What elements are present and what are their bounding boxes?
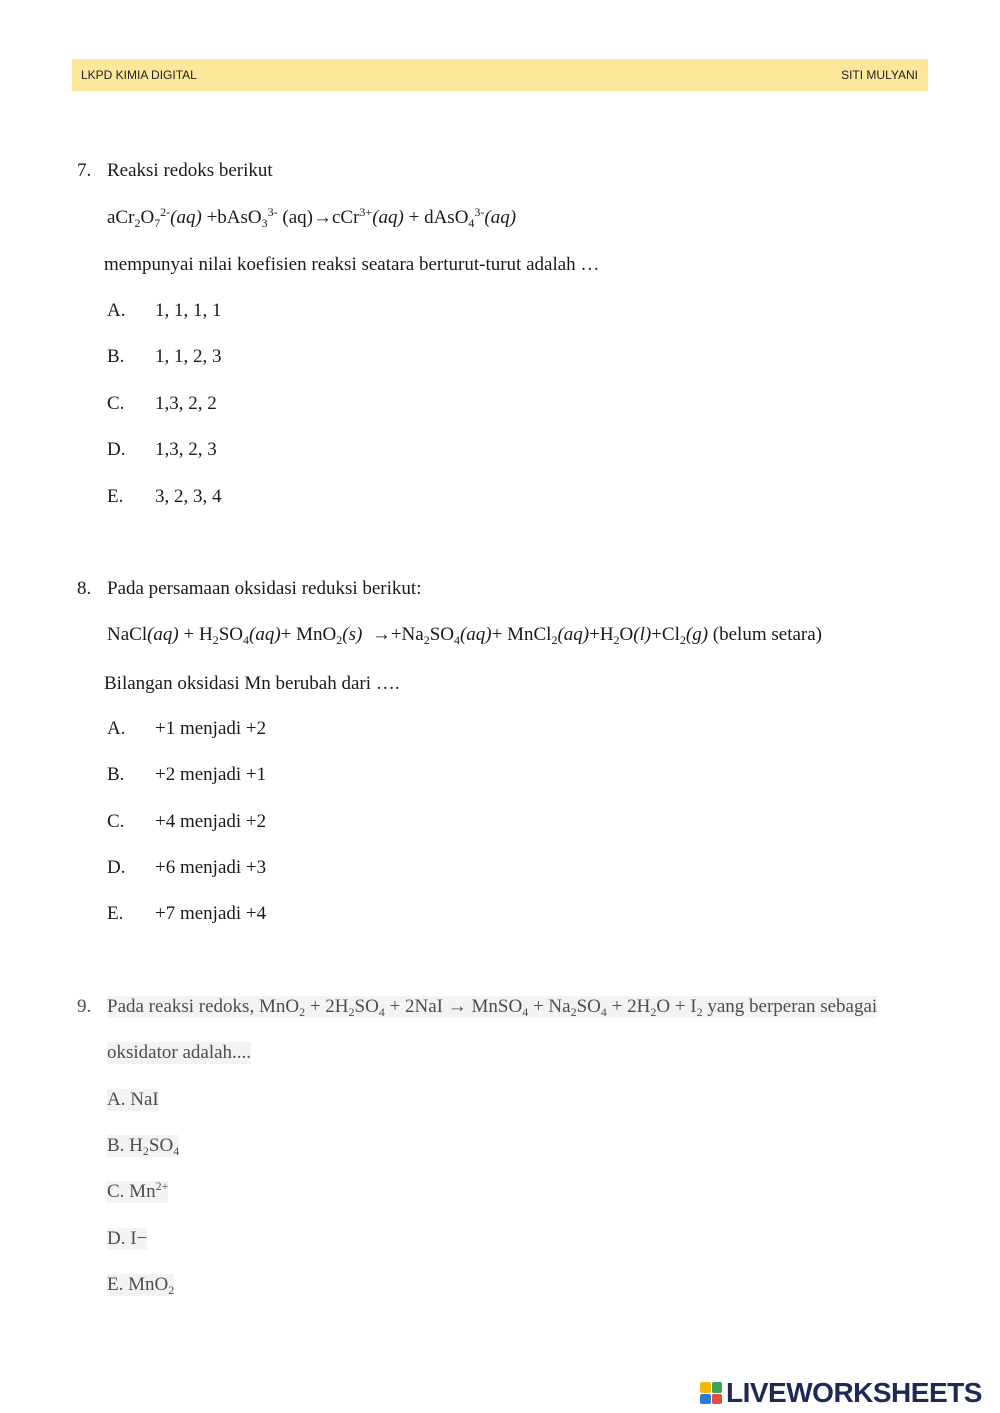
q7-option-c[interactable]: [107, 393, 217, 415]
q9-option-a[interactable]: A. NaI: [107, 1089, 159, 1110]
option-letter: C.: [107, 811, 125, 832]
option-letter: D.: [107, 439, 126, 460]
option-letter: D.: [107, 857, 126, 878]
option-letter: B.: [107, 346, 125, 367]
header-left-text: LKPD KIMIA DIGITAL: [81, 68, 197, 82]
q9-option-b[interactable]: B. $H_2SO_4$: [107, 1135, 180, 1158]
option-text: 1,3, 2, 2: [155, 393, 217, 414]
q8-option-e[interactable]: [107, 903, 266, 925]
q8-equation: NaCl(aq) + $H_2SO_4(aq)+ MnO_2(s) \to+Na_2SO_4(aq)+$ $MnCl_2(aq)+H_2O(l)+Cl_2(g)$ (belum setara): [107, 624, 822, 647]
q9-option-c[interactable]: C. $Mn^{2+}$: [107, 1179, 169, 1202]
q9-stem-line1: Pada reaksi redoks, $MnO_2 + 2H_2SO_4 + 2NaI$ → MnSO$_4$ + $Na_2SO_4 + 2H_2O + I_2$ yang berperan sebagai: [107, 996, 878, 1019]
q9-option-e[interactable]: E. MnO$_2$: [107, 1274, 175, 1297]
q7-title: Reaksi redoks berikut: [107, 160, 273, 181]
q9-number: 9.: [77, 996, 92, 1017]
q7-option-e[interactable]: [107, 486, 222, 508]
option-letter: C.: [107, 393, 125, 414]
option-text: +2 menjadi +1: [155, 764, 267, 785]
q8-prompt: Bilangan oksidasi Mn berubah dari ….: [104, 673, 400, 694]
option-text: 3, 2, 3, 4: [155, 486, 222, 507]
option-text: +6 menjadi +3: [155, 857, 267, 878]
q8-title: Pada persamaan oksidasi reduksi berikut:: [107, 578, 422, 599]
q7-option-d[interactable]: [107, 439, 217, 461]
q7-option-b[interactable]: [107, 346, 222, 368]
q8-equation-note: (belum setara): [712, 624, 822, 645]
q7-prompt: mempunyai nilai koefisien reaksi seatara berturut-turut adalah …: [104, 254, 600, 275]
header-right-text: SITI MULYANI: [841, 68, 918, 82]
option-text: 1, 1, 2, 3: [155, 346, 222, 367]
page-header: [72, 59, 928, 91]
liveworksheets-logo-text: LIVEWORKSHEETS: [726, 1377, 982, 1408]
option-letter: A.: [107, 718, 126, 739]
q9-stem-line1-end: yang berperan sebagai: [707, 996, 878, 1017]
liveworksheets-logo-icon: [700, 1382, 722, 1404]
q8-option-d[interactable]: [107, 857, 266, 879]
q8-option-c[interactable]: [107, 811, 266, 833]
option-text: +4 menjadi +2: [155, 811, 267, 832]
q8-number: 8.: [77, 578, 92, 599]
option-letter: E.: [107, 486, 124, 507]
option-text: +7 menjadi +4: [155, 903, 267, 924]
q7-equation: $aCr_2O_7^{2-}(aq)$ +bAsO$_3^{3-}$ (aq)→cCr$^{3+}$(aq) + dAsO$_4^{3-}$(aq): [107, 205, 517, 230]
option-text: 1,3, 2, 3: [155, 439, 217, 460]
option-text: 1, 1, 1, 1: [155, 300, 222, 321]
option-letter: A.: [107, 300, 126, 321]
q8-option-a[interactable]: [107, 718, 266, 740]
option-letter: B.: [107, 764, 125, 785]
option-letter: E.: [107, 903, 124, 924]
q9-option-d[interactable]: D. I−: [107, 1228, 148, 1249]
q7-option-a[interactable]: [107, 300, 222, 322]
q8-option-b[interactable]: [107, 764, 266, 786]
liveworksheets-logo: [700, 1377, 982, 1408]
q7-number: 7.: [77, 160, 92, 181]
option-text: +1 menjadi +2: [155, 718, 267, 739]
q9-stem-line2: oksidator adalah....: [107, 1042, 252, 1063]
